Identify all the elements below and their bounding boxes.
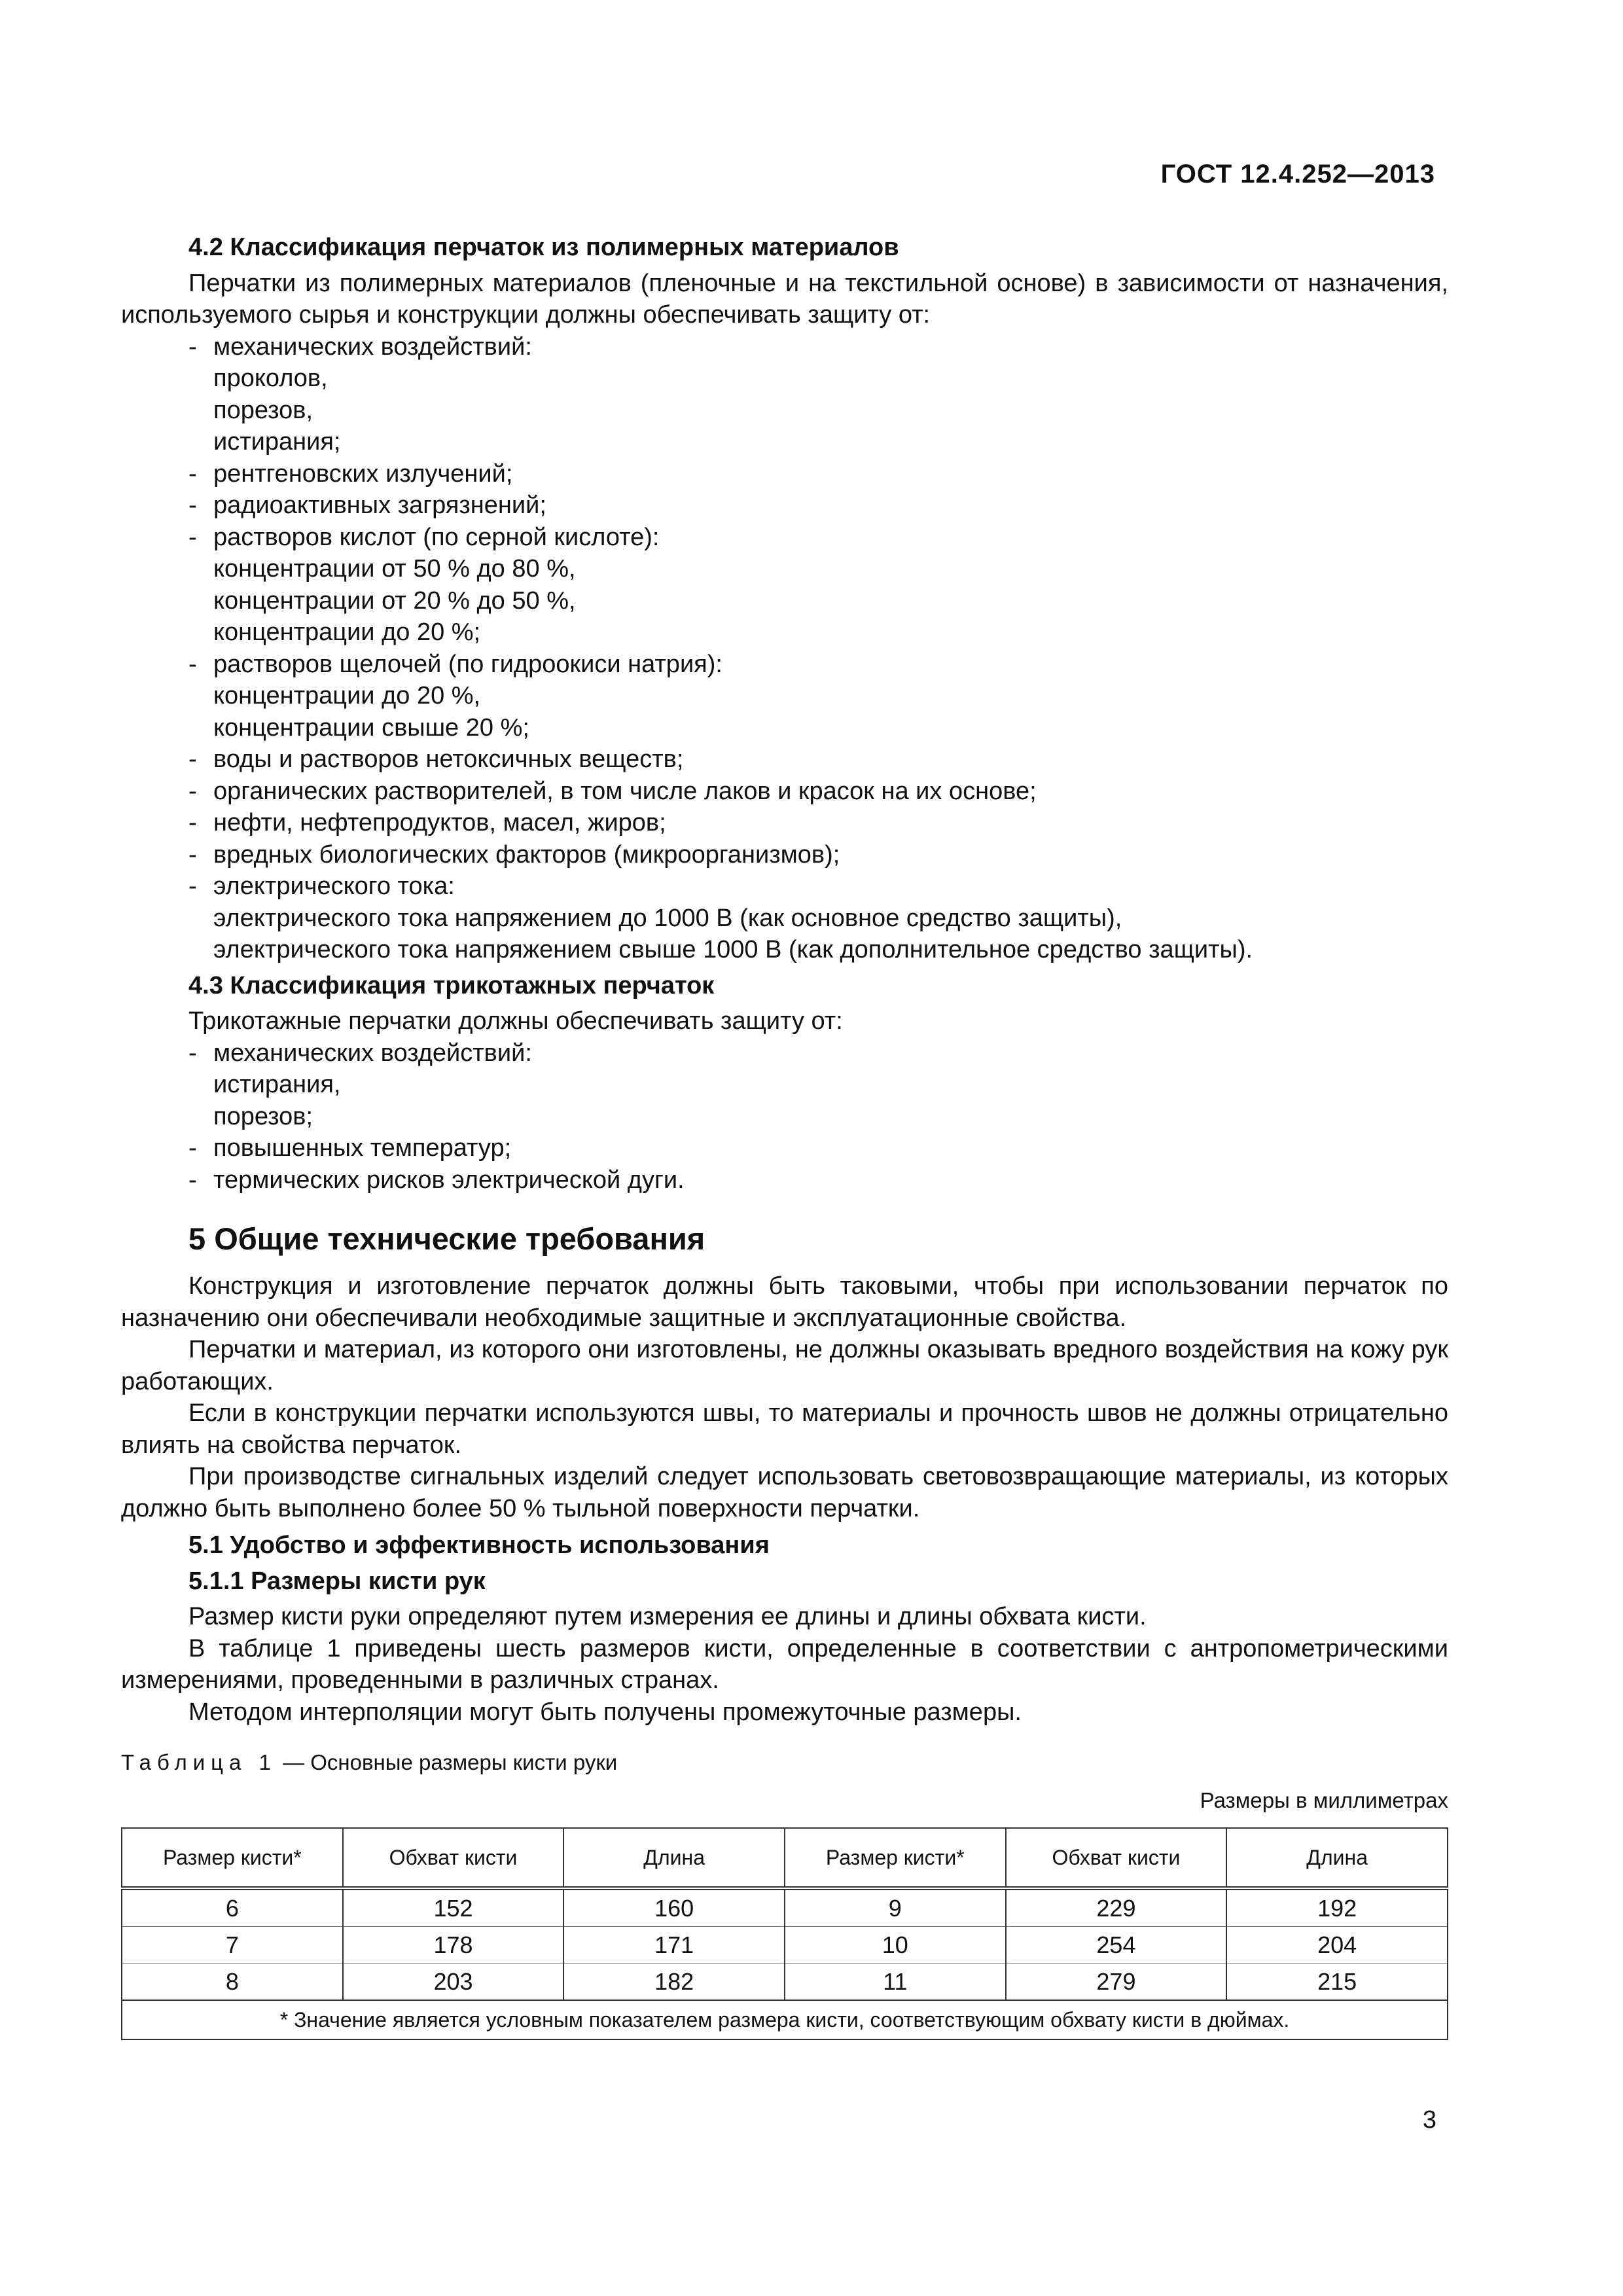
- sub-item: концентрации до 20 %;: [213, 619, 481, 646]
- list-item: - механических воздействий:: [188, 1039, 532, 1067]
- list-item: - радиоактивных загрязнений;: [188, 492, 546, 519]
- table-caption: [121, 1749, 1448, 1776]
- hand-sizes-table: [121, 1827, 1448, 2040]
- table-cell: 160: [563, 1888, 785, 1927]
- list-item: - термических рисков электрической дуги.: [188, 1166, 685, 1194]
- section-5-paragraph: Если в конструкции перчатки используются швы, то материалы и прочность швов не должны отрицательно влиять на свойства перчаток.: [121, 1399, 1448, 1459]
- list-item: - рентгеновских излучений;: [188, 459, 513, 488]
- sub-item: концентрации от 20 % до 50 %,: [213, 586, 576, 615]
- table-cell: 11: [785, 1964, 1006, 2001]
- table-caption-label: Таблица 1: [121, 1750, 277, 1774]
- section-4-2-heading: 4.2 Классификация перчаток из полимерных материалов: [188, 234, 899, 261]
- column-header: Обхват кисти: [1006, 1828, 1227, 1888]
- list-item: - вредных биологических факторов (микроорганизмов);: [188, 840, 840, 869]
- table-cell: 8: [122, 1964, 343, 2001]
- table-footnote-row: [122, 2000, 1448, 2039]
- table-row: [122, 1964, 1448, 2001]
- table-cell: 152: [343, 1888, 564, 1927]
- section-5-1-1-paragraph: В таблице 1 приведены шесть размеров кисти, определенные в соответствии с антропометрическими измерениями, проведенными в различных странах.: [121, 1634, 1448, 1694]
- page-content: [121, 229, 1448, 2040]
- section-5-paragraph: Перчатки и материал, из которого они изготовлены, не должны оказывать вредного воздействия на кожу рук работающих.: [121, 1336, 1448, 1395]
- table-cell: 6: [122, 1888, 343, 1927]
- sub-item: электрического тока напряжением до 1000 В (как основное средство защиты),: [213, 904, 1122, 932]
- table-cell: 178: [343, 1927, 564, 1964]
- column-header: Длина: [1226, 1828, 1448, 1888]
- sub-item: концентрации свыше 20 %;: [213, 713, 529, 742]
- table-cell: 7: [122, 1927, 343, 1964]
- section-5-heading: 5 Общие технические требования: [188, 1221, 705, 1256]
- section-5-paragraph: При производстве сигнальных изделий следует использовать световозвращающие материалы, из которых должно быть выполнено более 50 % тыльной поверхности перчатки.: [121, 1463, 1448, 1522]
- section-5-1-1-paragraph: Методом интерполяции могут быть получены промежуточные размеры.: [188, 1698, 1022, 1726]
- section-5-1-1-paragraph: Размер кисти руки определяют путем измерения ее длины и длины обхвата кисти.: [188, 1603, 1147, 1630]
- table-row: [122, 1927, 1448, 1964]
- list-item: - нефти, нефтепродуктов, масел, жиров;: [188, 809, 666, 836]
- table-cell: 192: [1226, 1888, 1448, 1927]
- table-caption-text: — Основные размеры кисти руки: [276, 1750, 618, 1774]
- table-cell: 215: [1226, 1964, 1448, 2001]
- table-footnote: * Значение является условным показателем размера кисти, соответствующим обхвату кисти в дюймах.: [122, 2000, 1448, 2039]
- table-units: Размеры в миллиметрах: [1200, 1788, 1448, 1812]
- table-row: [122, 1888, 1448, 1927]
- table-cell: 204: [1226, 1927, 1448, 1964]
- list-item: - органических растворителей, в том числе лаков и красок на их основе;: [188, 777, 1037, 805]
- column-header: Размер кисти*: [122, 1828, 343, 1888]
- list-item: - электрического тока:: [188, 872, 455, 900]
- sub-item: проколов,: [213, 365, 328, 392]
- table-header-row: [122, 1828, 1448, 1888]
- section-4-2-list: [121, 331, 1448, 966]
- list-item: - растворов щелочей (по гидроокиси натрия):: [188, 650, 722, 678]
- sub-item: порезов;: [213, 1102, 313, 1130]
- section-4-3-list: [121, 1037, 1448, 1196]
- table-cell: 229: [1006, 1888, 1227, 1927]
- table-cell: 203: [343, 1964, 564, 2001]
- list-item: - механических воздействий:: [188, 332, 532, 361]
- column-header: Обхват кисти: [343, 1828, 564, 1888]
- page-number: 3: [1422, 2106, 1436, 2134]
- sub-item: концентрации до 20 %,: [213, 682, 481, 709]
- sub-item: истирания,: [213, 1071, 341, 1098]
- table-cell: 254: [1006, 1927, 1227, 1964]
- section-4-2-intro: Перчатки из полимерных материалов (пленочные и на текстильной основе) в зависимости от назначения, используемого сырья и конструкции должны обеспечивать защиту от:: [121, 269, 1448, 329]
- column-header: Размер кисти*: [785, 1828, 1006, 1888]
- column-header: Длина: [563, 1828, 785, 1888]
- list-item: - растворов кислот (по серной кислоте):: [188, 523, 660, 551]
- sub-item: истирания;: [213, 428, 341, 456]
- section-5-paragraph: Конструкция и изготовление перчаток должны быть таковыми, чтобы при использовании перчаток по назначению они обеспечивали необходимые защитные и эксплуатационные свойства.: [121, 1272, 1448, 1332]
- section-4-3-heading: 4.3 Классификация трикотажных перчаток: [188, 971, 715, 999]
- section-4-3-intro: Трикотажные перчатки должны обеспечивать защиту от:: [188, 1007, 843, 1035]
- sub-item: концентрации от 50 % до 80 %,: [213, 555, 576, 583]
- table-cell: 171: [563, 1927, 785, 1964]
- section-5-1-1-heading: 5.1.1 Размеры кисти рук: [188, 1567, 486, 1595]
- sub-item: электрического тока напряжением свыше 1000 В (как дополнительное средство защиты).: [213, 936, 1253, 963]
- table-cell: 9: [785, 1888, 1006, 1927]
- sub-item: порезов,: [213, 396, 313, 424]
- list-item: - воды и растворов нетоксичных веществ;: [188, 745, 684, 773]
- standard-header: ГОСТ 12.4.252—2013: [1160, 160, 1435, 188]
- table-cell: 10: [785, 1927, 1006, 1964]
- table-cell: 279: [1006, 1964, 1227, 2001]
- table-cell: 182: [563, 1964, 785, 2001]
- list-item: - повышенных температур;: [188, 1134, 512, 1162]
- section-5-1-heading: 5.1 Удобство и эффективность использования: [188, 1532, 770, 1559]
